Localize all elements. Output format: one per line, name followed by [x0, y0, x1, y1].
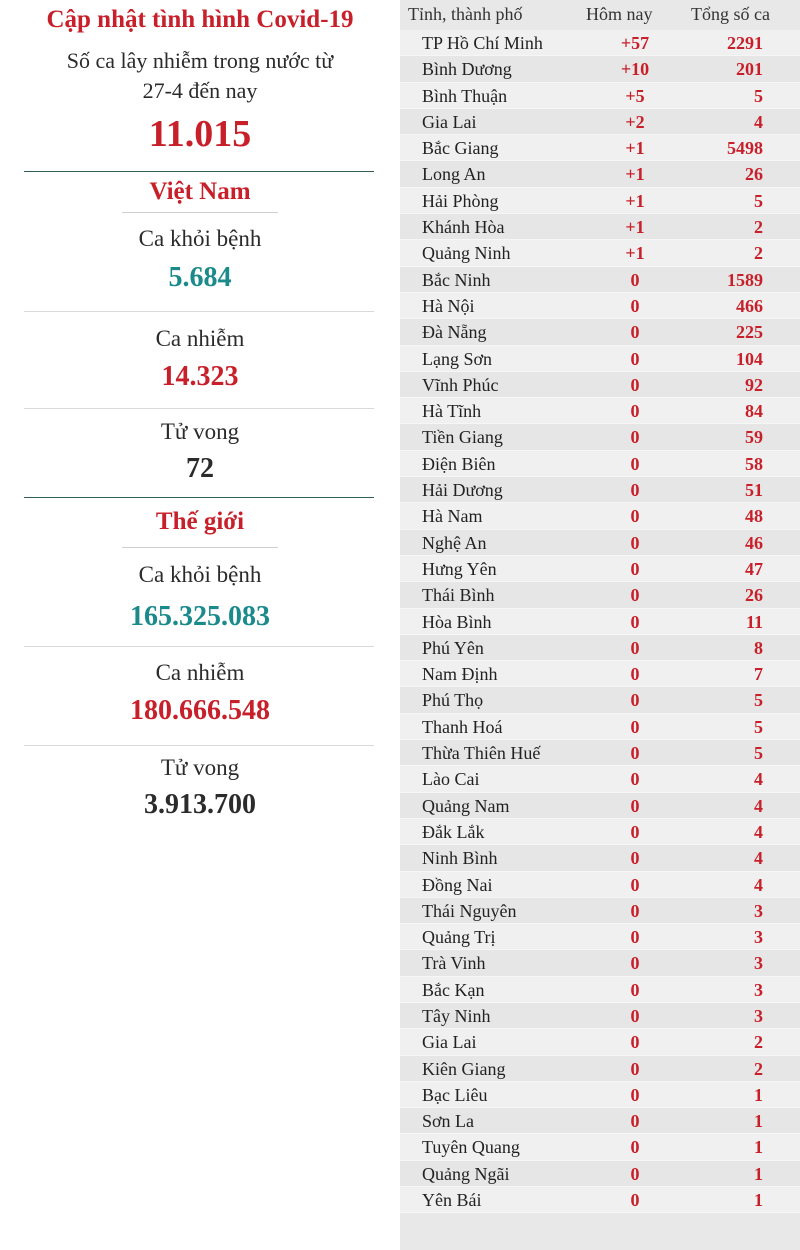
table-row [400, 898, 800, 924]
divider [122, 547, 278, 548]
table-row [400, 1134, 800, 1160]
total-count: 2 [754, 243, 763, 264]
province-name: Tuyên Quang [422, 1137, 520, 1158]
table-row [400, 398, 800, 424]
province-name: Bình Thuận [422, 85, 508, 106]
table-body [400, 30, 800, 1213]
province-name: Hòa Bình [422, 611, 492, 632]
total-count: 2291 [727, 33, 763, 53]
total-count: 58 [745, 453, 763, 474]
total-count: 5 [754, 716, 763, 737]
today-count: 0 [630, 1005, 640, 1026]
province-name: Ninh Bình [422, 848, 498, 869]
total-count: 46 [745, 532, 763, 553]
column-header-province: Tỉnh, thành phố [408, 4, 523, 24]
table-row [400, 714, 800, 740]
total-count: 201 [736, 59, 763, 80]
table-header [400, 0, 800, 30]
table-row [400, 1056, 800, 1082]
today-count: +1 [625, 164, 645, 185]
total-count: 1 [754, 1190, 763, 1211]
today-count: 0 [630, 401, 640, 422]
table-row [400, 609, 800, 635]
province-name: Gia Lai [422, 1032, 477, 1053]
today-count: 0 [630, 1137, 640, 1158]
total-count: 26 [745, 585, 763, 606]
total-count: 48 [745, 506, 763, 527]
total-count: 1 [754, 1137, 763, 1158]
today-count: 0 [630, 716, 640, 737]
province-name: Thanh Hoá [422, 716, 503, 737]
table-row [400, 346, 800, 372]
divider [24, 171, 374, 172]
table-row [400, 240, 800, 266]
page-title: Cập nhật tình hình Covid-19 [46, 6, 354, 33]
table-row [400, 635, 800, 661]
today-count: 0 [630, 322, 640, 343]
today-count: 0 [630, 979, 640, 1000]
table-row [400, 556, 800, 582]
province-name: Hưng Yên [422, 558, 497, 579]
divider [24, 745, 374, 746]
total-count: 7 [754, 664, 763, 685]
today-count: 0 [630, 1084, 640, 1105]
domestic-total-value: 11.015 [148, 113, 252, 155]
province-name: Lào Cai [422, 769, 480, 790]
table-row [400, 267, 800, 293]
table-row [400, 1029, 800, 1055]
total-count: 4 [754, 111, 763, 132]
table-row [400, 1161, 800, 1187]
total-count: 5 [754, 190, 763, 211]
table-row [400, 161, 800, 187]
total-count: 2 [754, 217, 763, 238]
total-count: 104 [736, 348, 763, 369]
total-count: 3 [754, 927, 763, 948]
total-count: 92 [745, 374, 763, 395]
total-count: 1 [754, 1111, 763, 1132]
vietnam-recovered-value: 5.684 [168, 262, 232, 293]
table-row [400, 477, 800, 503]
world-deaths-label: Tử vong [160, 755, 240, 780]
vietnam-infected-label: Ca nhiễm [155, 326, 245, 351]
today-count: 0 [630, 637, 640, 658]
total-count: 4 [754, 769, 763, 790]
table-row [400, 1187, 800, 1213]
total-count: 5498 [727, 138, 763, 159]
total-count: 5 [754, 85, 763, 106]
province-name: Long An [422, 164, 486, 185]
today-count: 0 [630, 900, 640, 921]
table-row [400, 819, 800, 845]
province-name: Vĩnh Phúc [422, 374, 499, 395]
table-row [400, 530, 800, 556]
today-count: 0 [630, 558, 640, 579]
today-count: +10 [620, 59, 650, 80]
province-name: Khánh Hòa [422, 217, 505, 238]
province-name: Phú Thọ [422, 690, 484, 711]
today-count: 0 [630, 1058, 640, 1079]
total-count: 3 [754, 1005, 763, 1026]
total-count: 5 [754, 743, 763, 764]
table-row [400, 661, 800, 687]
province-name: Hà Tĩnh [422, 401, 482, 422]
total-count: 84 [745, 401, 763, 422]
today-count: 0 [630, 690, 640, 711]
column-header-total: Tổng số ca [691, 4, 770, 24]
table-row [400, 793, 800, 819]
province-name: Bình Dương [422, 59, 512, 80]
table-row [400, 687, 800, 713]
table-row [400, 872, 800, 898]
province-name: Thái Bình [422, 585, 495, 606]
today-count: +1 [625, 138, 645, 159]
table-row [400, 109, 800, 135]
table-row [400, 845, 800, 871]
province-name: Quảng Ngãi [422, 1163, 510, 1184]
province-name: Hải Phòng [422, 190, 499, 211]
today-count: 0 [630, 1190, 640, 1211]
table-row [400, 372, 800, 398]
province-name: Bạc Liêu [422, 1084, 488, 1105]
total-count: 3 [754, 979, 763, 1000]
subtitle-line-1: Số ca lây nhiễm trong nước từ [66, 48, 334, 73]
province-name: Thái Nguyên [422, 900, 517, 921]
province-name: Đà Nẵng [422, 322, 487, 343]
total-count: 8 [754, 637, 763, 658]
table-row [400, 293, 800, 319]
today-count: 0 [630, 480, 640, 501]
today-count: 0 [630, 1032, 640, 1053]
today-count: 0 [630, 532, 640, 553]
table-row [400, 1082, 800, 1108]
total-count: 3 [754, 953, 763, 974]
province-name: Quảng Ninh [422, 243, 511, 264]
world-recovered-label: Ca khỏi bệnh [138, 562, 262, 587]
total-count: 4 [754, 795, 763, 816]
today-count: 0 [630, 769, 640, 790]
province-name: Gia Lai [422, 111, 477, 132]
today-count: 0 [630, 506, 640, 527]
today-count: 0 [630, 743, 640, 764]
province-name: Bắc Giang [422, 138, 499, 159]
province-name: Kiên Giang [422, 1058, 506, 1079]
vietnam-deaths-value: 72 [186, 453, 214, 484]
world-infected-label: Ca nhiễm [155, 660, 245, 685]
today-count: 0 [630, 953, 640, 974]
total-count: 11 [745, 611, 763, 632]
province-name: Bắc Kạn [422, 979, 485, 1000]
total-count: 2 [754, 1032, 763, 1053]
total-count: 59 [745, 427, 763, 448]
table-row [400, 56, 800, 82]
table-row [400, 451, 800, 477]
province-name: Quảng Trị [422, 927, 496, 948]
today-count: +1 [625, 243, 645, 264]
table-row [400, 1003, 800, 1029]
total-count: 26 [745, 164, 763, 185]
table-row [400, 503, 800, 529]
table-row [400, 924, 800, 950]
total-count: 1589 [727, 269, 763, 290]
total-count: 5 [754, 690, 763, 711]
today-count: 0 [630, 269, 640, 290]
today-count: 0 [630, 927, 640, 948]
column-header-today: Hôm nay [586, 4, 653, 24]
today-count: +1 [625, 217, 645, 238]
province-name: Trà Vinh [422, 953, 486, 974]
total-count: 2 [754, 1058, 763, 1079]
vietnam-heading: Việt Nam [149, 178, 251, 205]
province-name: Nghệ An [422, 532, 487, 553]
table-row [400, 135, 800, 161]
table-row [400, 977, 800, 1003]
today-count: 0 [630, 611, 640, 632]
today-count: 0 [630, 374, 640, 395]
today-count: 0 [630, 295, 640, 316]
world-infected-value: 180.666.548 [130, 695, 270, 726]
divider [122, 212, 278, 213]
table-row [400, 950, 800, 976]
subtitle-line-2: 27-4 đến nay [142, 78, 258, 103]
today-count: +57 [620, 33, 650, 53]
today-count: 0 [630, 821, 640, 842]
province-name: Thừa Thiên Huế [422, 743, 541, 764]
table-row [400, 766, 800, 792]
total-count: 4 [754, 821, 763, 842]
province-name: Hải Dương [422, 480, 503, 501]
province-name: Nam Định [422, 664, 498, 685]
province-name: Quảng Nam [422, 795, 510, 816]
province-name: Bắc Ninh [422, 269, 491, 290]
total-count: 1 [754, 1084, 763, 1105]
today-count: 0 [630, 427, 640, 448]
vietnam-infected-value: 14.323 [161, 361, 239, 392]
province-table [400, 0, 800, 1250]
world-heading: Thế giới [155, 508, 245, 535]
divider [24, 408, 374, 409]
total-count: 47 [745, 558, 763, 579]
divider [24, 497, 374, 498]
divider [24, 311, 374, 312]
today-count: 0 [630, 348, 640, 369]
total-count: 4 [754, 874, 763, 895]
table-row [400, 1108, 800, 1134]
today-count: 0 [630, 848, 640, 869]
today-count: +5 [625, 85, 645, 106]
today-count: +2 [625, 111, 645, 132]
table-row [400, 582, 800, 608]
total-count: 4 [754, 848, 763, 869]
province-name: Hà Nam [422, 506, 483, 527]
province-name: Phú Yên [422, 637, 484, 658]
total-count: 3 [754, 900, 763, 921]
today-count: 0 [630, 795, 640, 816]
today-count: +1 [625, 190, 645, 211]
table-row [400, 424, 800, 450]
divider [24, 646, 374, 647]
today-count: 0 [630, 453, 640, 474]
today-count: 0 [630, 874, 640, 895]
province-name: Sơn La [422, 1111, 475, 1132]
today-count: 0 [630, 585, 640, 606]
table-row [400, 188, 800, 214]
province-name: Tiền Giang [422, 427, 503, 448]
today-count: 0 [630, 1163, 640, 1184]
table-row [400, 740, 800, 766]
province-name: Đắk Lắk [422, 821, 485, 842]
today-count: 0 [630, 1111, 640, 1132]
total-count: 1 [754, 1163, 763, 1184]
world-deaths-value: 3.913.700 [144, 789, 256, 820]
province-name: TP Hồ Chí Minh [422, 33, 543, 53]
total-count: 225 [736, 322, 763, 343]
today-count: 0 [630, 664, 640, 685]
world-recovered-value: 165.325.083 [130, 601, 270, 632]
table-row [400, 214, 800, 240]
total-count: 51 [745, 480, 763, 501]
province-name: Lạng Sơn [422, 348, 493, 369]
total-count: 466 [736, 295, 763, 316]
vietnam-deaths-label: Tử vong [160, 419, 240, 444]
table-row [400, 30, 800, 56]
province-name: Đồng Nai [422, 874, 493, 895]
vietnam-recovered-label: Ca khỏi bệnh [138, 226, 262, 251]
table-row [400, 319, 800, 345]
province-name: Điện Biên [422, 453, 496, 474]
province-name: Yên Bái [422, 1190, 482, 1211]
province-name: Hà Nội [422, 295, 475, 316]
province-name: Tây Ninh [422, 1005, 491, 1026]
table-row [400, 83, 800, 109]
